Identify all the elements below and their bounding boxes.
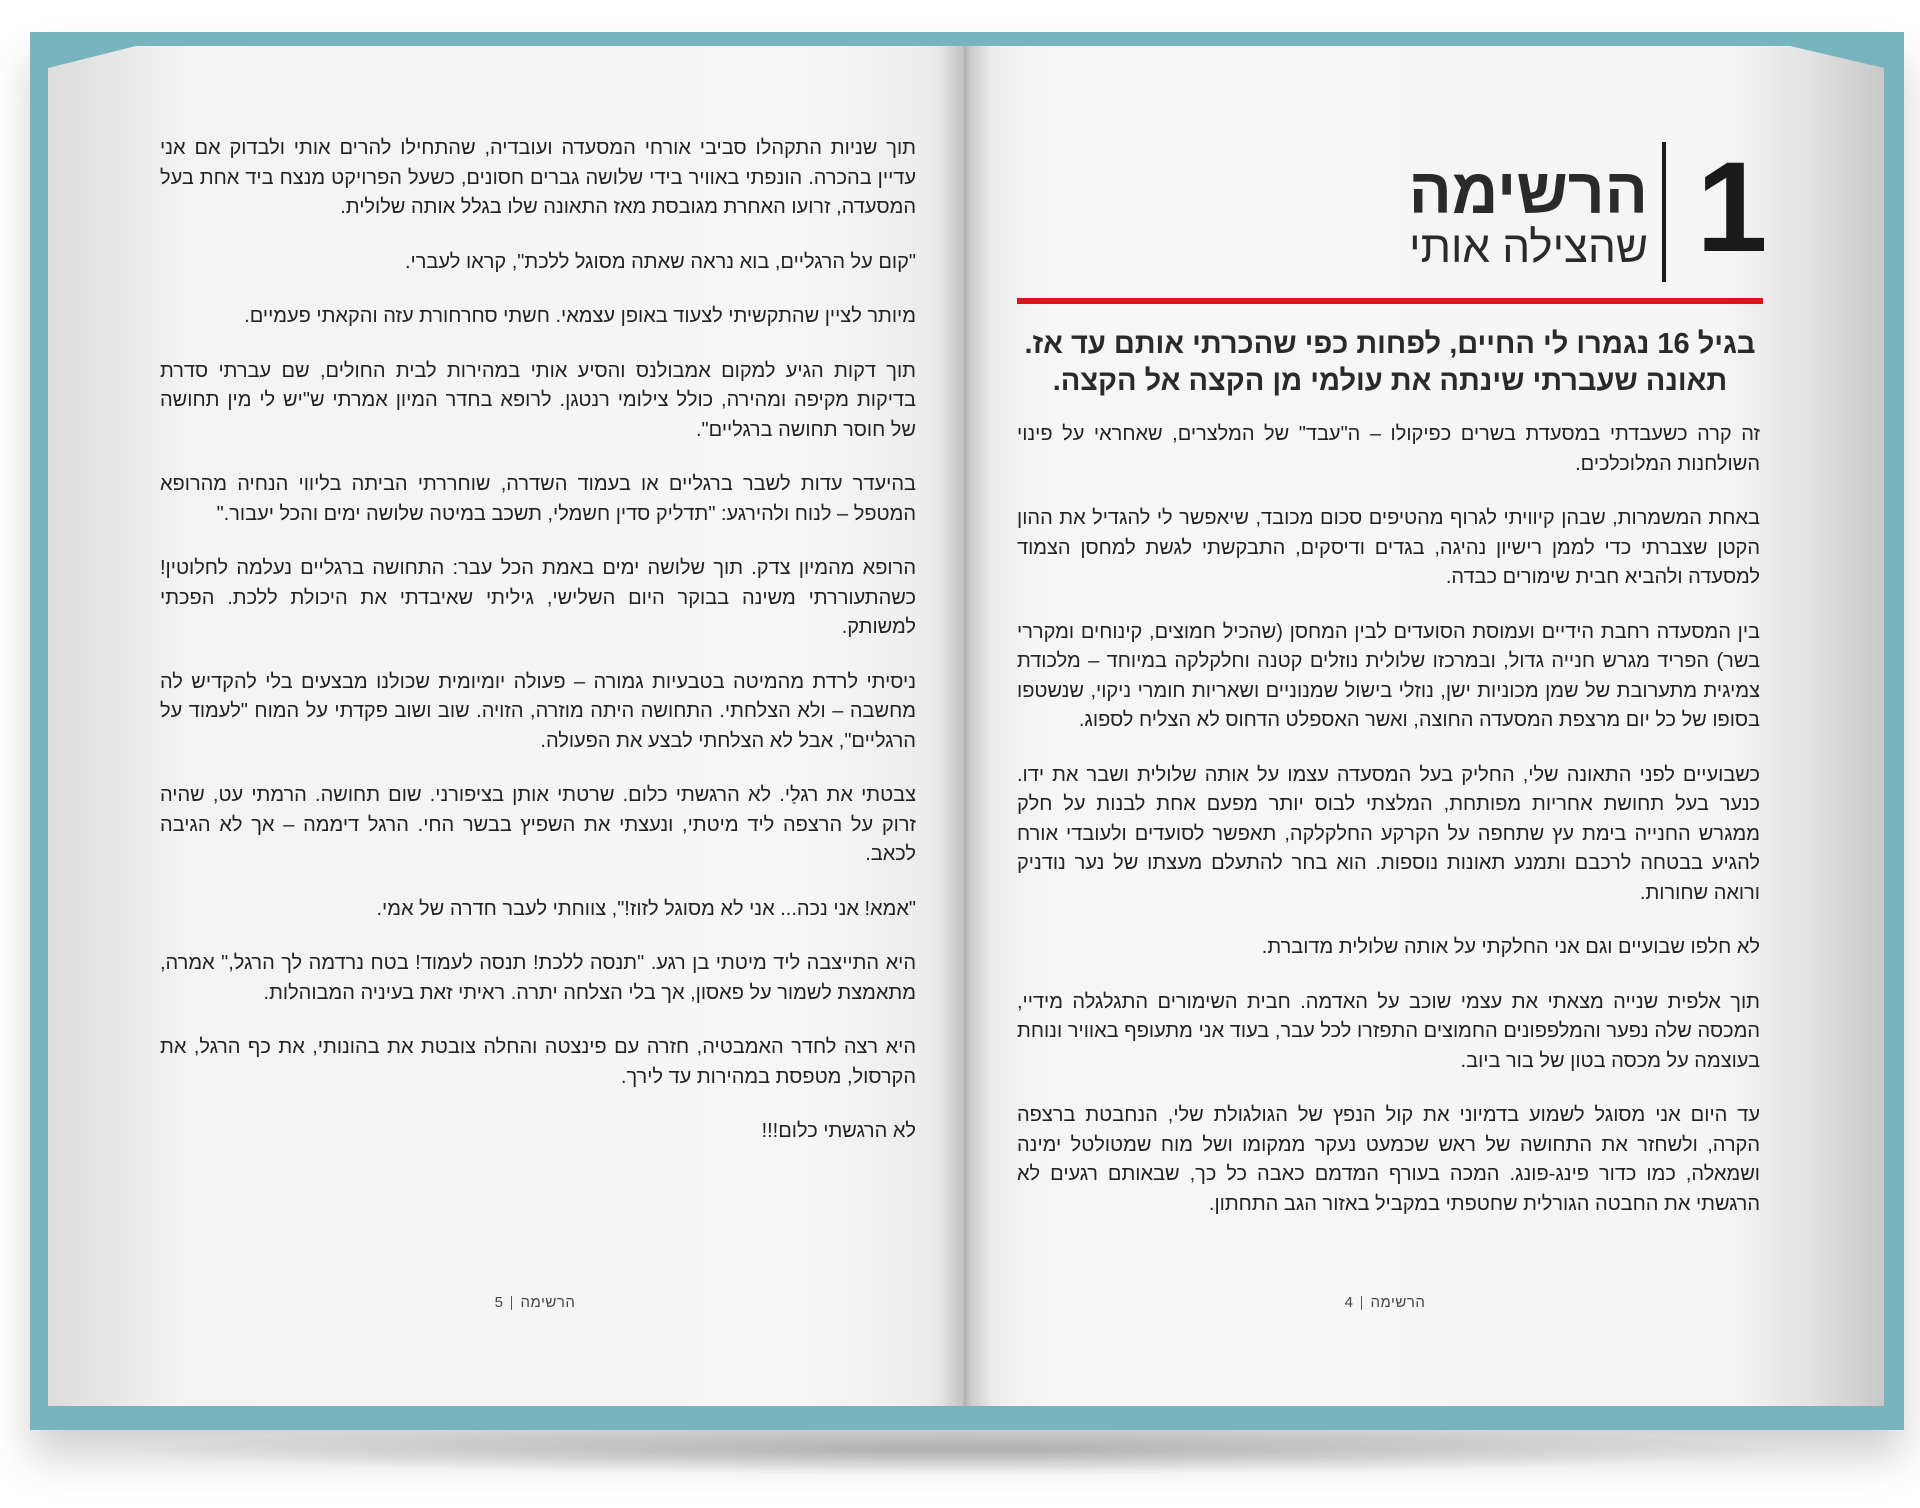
chapter-subtitle: שהצילה אותי	[1409, 223, 1648, 272]
chapter-title: הרשימה	[1408, 155, 1648, 227]
footer-title: הרשימה	[520, 1294, 576, 1311]
lead-line: בגיל 16 נגמרו לי החיים, לפחות כפי שהכרתי אותם עד אז.	[1024, 328, 1756, 360]
body-paragraph: צבטתי את רגלַי. לא הרגשתי כלום. שרטתי אותן בציפורני. שום תחושה. הרמתי עט, שהיה זרוק על הרצפה ליד מיטתי, ונעצתי את השפיץ בבשר החי. הרגל דיממה – אך לא הגיבה לכאב.	[160, 784, 916, 865]
left-page-text	[160, 134, 916, 1172]
body-paragraph: הרופא מהמיון צדק. תוך שלושה ימים באמת הכל עבר: התחושה ברגליים נעלמה לחלוטין! כשהתעוררתי משינה בבוקר היום השלישי, גיליתי שאיבדתי את היכולת ללכת. הפכתי למשותק.	[160, 557, 916, 638]
body-paragraph: עד היום אני מסוגל לשמוע בדמיוני את קול הנפץ של הגולגולת שלי, הנחבטת ברצפה הקרה, ולשחזר את התחושה של ראש שכמעט נעקר ממקומו ושל מוח שמטולטל ימינה ושמאלה, כמו כדור פינג-פונג. המכה בעורף המדמם כאבה כל כך, שבאותם רגעים לא הרגשתי את החבטה הגורלית שחטפתי במקביל באזור הגב התחתון.	[1017, 1104, 1760, 1215]
lead-paragraph	[1017, 326, 1763, 400]
chapter-number: 1	[1696, 136, 1768, 279]
page-number: 4	[1344, 1294, 1354, 1311]
body-paragraph: ניסיתי לרדת מהמיטה בטבעיות גמורה – פעולה יומיומית שכולנו מבצעים בלי להקדיש לה מחשבה – ולא הצלחתי. התחושה היתה מוזרה, הזויה. שוב ושוב פקדתי על המוח "לעמוד על הרגליים", אבל לא הצלחתי לבצע את הפעולה.	[160, 670, 916, 752]
right-page-text	[1017, 420, 1760, 1244]
body-paragraph: לא חלפו שבועיים וגם אני החלקתי על אותה שלולית מדוברת.	[1261, 936, 1760, 958]
body-paragraph: מיותר לציין שהתקשיתי לצעוד באופן עצמאי. חשתי סחרחורת עזה והקאתי פעמיים.	[244, 305, 916, 327]
footer-separator	[1361, 1296, 1362, 1310]
body-paragraph: היא התייצבה ליד מיטתי בן רגע. "תנסה ללכת! תנסה לעמוד! בטח נרדמה לך הרגל," אמרה, מתאמצת לשמור על פאסון, אך בלי הצלחה יתרה. ראיתי זאת בעיניה המבוהלות.	[160, 952, 916, 1004]
book-shadow	[120, 1425, 1800, 1475]
lead-line: תאונה שעברתי שינתה את עולמי מן הקצה אל הקצה.	[1052, 365, 1728, 397]
body-paragraph: תוך שניות התקהלו סביבי אורחי המסעדה ועובדיה, שהתחילו להרים אותי ולבדוק אם אני עדיין בהכרה. הונפתי באוויר בידי שלושה גברים חסונים, כשעל הפרויקט מנצח ביד אחת בעל המסעדה, זרועו האחרת מגובסת מאז התאונה שלו בגלל אותה שלולית.	[160, 137, 916, 218]
footer-title: הרשימה	[1370, 1294, 1426, 1311]
right-page-footer	[1325, 1294, 1445, 1311]
body-paragraph: כשבועיים לפני התאונה שלי, החליק בעל המסעדה עצמו על אותה שלולית ושבר את ידו. כנער בעל תחושת אחריות מפותחת, המלצתי לבוס יותר מפעם אחת לבנות על חלק ממגרש החנייה בימת עץ שתחפה על הקרקע החלקלקה, תאפשר לסועדים ולעובדי אורח להגיע בבטחה לרכבם ותמנע תאונות נוספות. הוא בחר להתעלם מעצתו של נער נודניק ורואה שחורות.	[1017, 763, 1760, 904]
body-paragraph: בין המסעדה רחבת הידיים ועמוסת הסועדים לבין המחסן (שהכיל חמוצים, קינוחים ומקררי בשר) הפריד מגרש חנייה גדול, ובמרכזו שלולית נוזלים קטנה וחלקלקה במיוחד – מלכודת צמיגית מתערובת של שמן מכוניות ישן, נוזלי בישול שמנוניים ושאריות חומרי ניקוי, שנשטפו בסופו של כל יום מרצפת המסעדה החוצה, ואשר האספלט הדחוס לא הצליח לספוג.	[1017, 620, 1760, 731]
chapter-divider	[1662, 142, 1666, 282]
page-number: 5	[494, 1294, 504, 1311]
body-paragraph: זה קרה כשעבדתי במסעדת בשרים כפיקולו – ה"עבד" של המלצרים, שאחראי על פינוי השולחנות המלוכלכים.	[1017, 423, 1760, 475]
footer-separator	[511, 1296, 512, 1310]
body-paragraph: "אמא! אני נכה... אני לא מסוגל לזוז!", צווחתי לעבר חדרה של אמי.	[376, 897, 916, 920]
body-paragraph: באחת המשמרות, שבהן קיוויתי לגרוף מהטיפים סכום מכובד, שיאפשר לי להגדיל את ההון הקטן שצברתי כדי לממן רישיון נהיגה, בגדים ודיסקים, התבקשתי לגשת למחסן הצמוד למסעדה ולהביא חבית שימורים כבדה.	[1017, 507, 1760, 588]
left-page-footer	[475, 1294, 595, 1311]
body-paragraph: בהיעדר עדות לשבר ברגליים או בעמוד השדרה, שוחררתי הביתה בליווי הנחיה מהרופא המטפל – לנוח ולהירגע: "תדליק סדין חשמלי, תשכב במיטה שלושה ימים והכל יעבור."	[160, 473, 916, 525]
body-paragraph: לא הרגשתי כלום!!!	[761, 1120, 916, 1142]
body-paragraph: תוך אלפית שנייה מצאתי את עצמי שוכב על האדמה. חבית השימורים התגלגלה מידיי, המכסה שלה נפער והמלפפונים החמוצים התפזרו לכל עבר, בעוד אני מתעופף באוויר ונוחת בעוצמה על מכסה בטון של בור ביוב.	[1017, 990, 1760, 1072]
body-paragraph: "קום על הרגליים, בוא נראה שאתה מסוגל ללכת", קראו לעברי.	[404, 250, 916, 273]
red-rule	[1017, 298, 1763, 304]
body-paragraph: תוך דקות הגיע למקום אמבולנס והסיע אותי במהירות לבית החולים, שם עברתי סדרת בדיקות מקיפה ומהירה, כולל צילומי רנטגן. לרופא בחדר המיון אמרתי ש"יש לי מין תחושה של חוסר תחושה ברגליים".	[160, 359, 916, 441]
book-gutter	[940, 46, 990, 1406]
body-paragraph: היא רצה לחדר האמבטיה, חזרה עם פינצטה והחלה צובטת את בהונותי, את כף הרגל, את הקרסול, מטפסת במהירות עד לירך.	[160, 1036, 916, 1088]
